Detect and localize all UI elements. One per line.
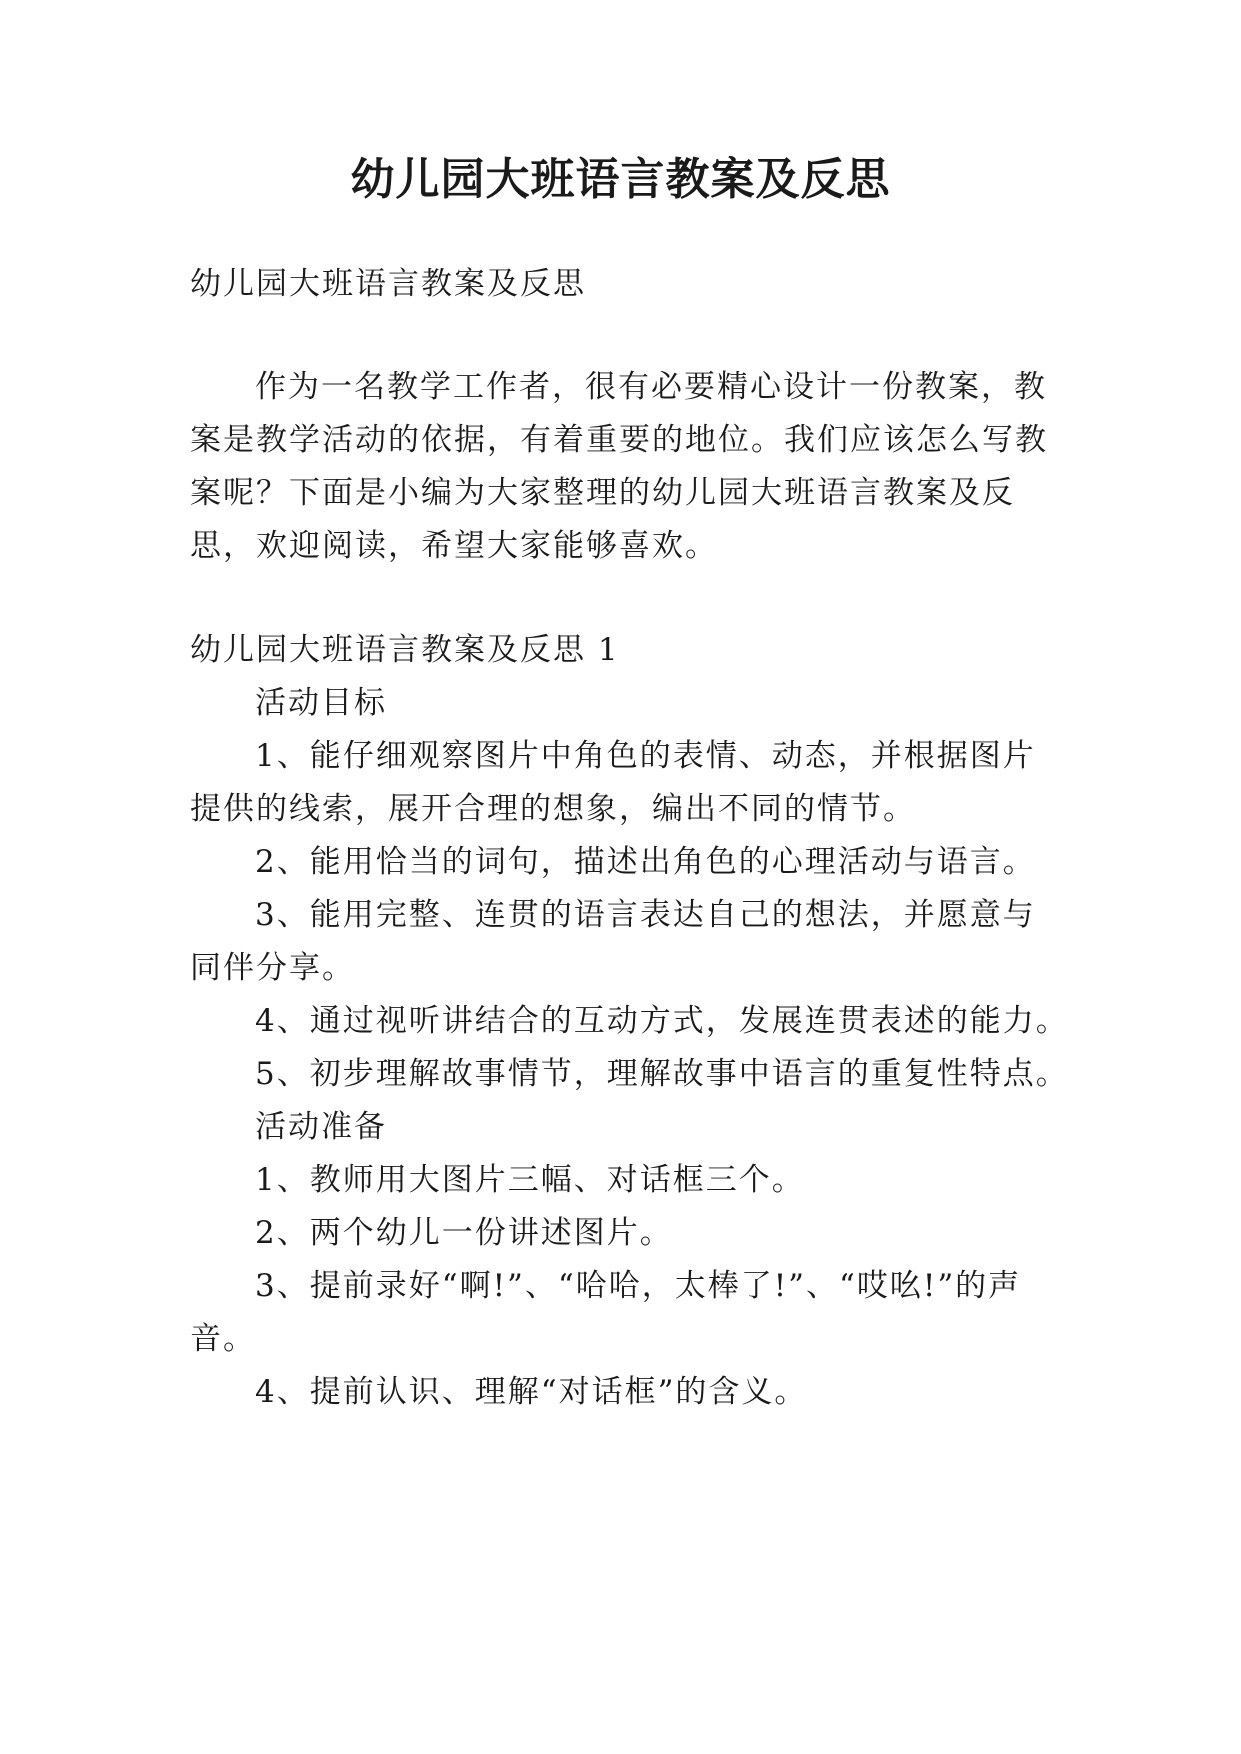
prep-line-1: 1、教师用大图片三幅、对话框三个。 (255, 1162, 805, 1198)
intro-line-1: 作为一名教学工作者，很有必要精心设计一份教案，教 (255, 369, 1047, 405)
prep-line-2: 2、两个幼儿一份讲述图片。 (255, 1215, 673, 1251)
intro-line-4: 思，欢迎阅读，希望大家能够喜欢。 (190, 528, 718, 564)
goals-heading: 活动目标 (255, 685, 387, 721)
goal-line-3: 2、能用恰当的词句，描述出角色的心理活动与语言。 (255, 844, 1036, 880)
goal-line-5: 同伴分享。 (190, 950, 355, 986)
goal-line-4: 3、能用完整、连贯的语言表达自己的想法，并愿意与 (255, 897, 1036, 933)
prep-line-4: 音。 (190, 1321, 256, 1357)
intro-line-3: 案呢？下面是小编为大家整理的幼儿园大班语言教案及反 (190, 475, 1015, 511)
goal-line-2: 提供的线索，展开合理的想象，编出不同的情节。 (190, 791, 916, 827)
goal-line-6: 4、通过视听讲结合的互动方式，发展连贯表述的能力。 (255, 1003, 1069, 1039)
intro-line-2: 案是教学活动的依据，有着重要的地位。我们应该怎么写教 (190, 422, 1048, 458)
prep-line-5: 4、提前认识、理解“对话框”的含义。 (255, 1374, 808, 1410)
goal-line-1: 1、能仔细观察图片中角色的表情、动态，并根据图片 (255, 738, 1036, 774)
section-heading: 幼儿园大班语言教案及反思 1 (190, 632, 620, 668)
goal-line-7: 5、初步理解故事情节，理解故事中语言的重复性特点。 (255, 1056, 1069, 1092)
document-subtitle: 幼儿园大班语言教案及反思 (190, 266, 586, 302)
prep-heading: 活动准备 (255, 1109, 387, 1145)
prep-line-3: 3、提前录好“啊!”、“哈哈，太棒了!”、“哎吆!”的声 (255, 1268, 1022, 1304)
document-title: 幼儿园大班语言教案及反思 (350, 154, 891, 205)
